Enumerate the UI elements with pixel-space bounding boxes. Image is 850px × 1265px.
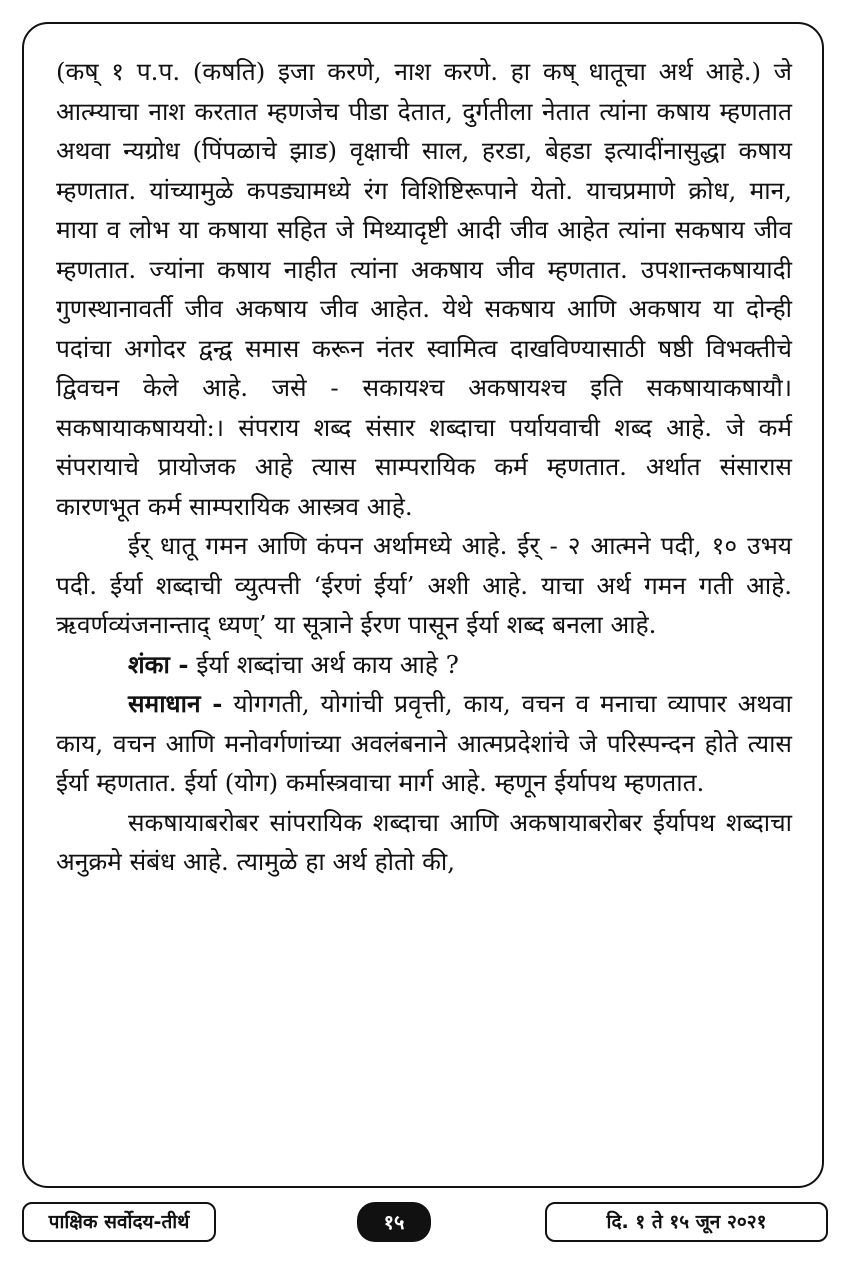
answer-paragraph [56,684,792,803]
question-paragraph [56,645,792,685]
text-frame [22,22,824,1188]
answer-label: समाधान - [128,689,223,718]
question-label: शंका - [128,649,189,679]
issue-date: दि. १ ते १५ जून २०२१ [545,1202,828,1242]
answer-text: योगगती, योगांची प्रवृत्ती, काय, वचन व मनाचा व्यापार अथवा काय, वचन आणि मनोवर्गणांच्या अवलंबनाने आत्मप्रदेशांचे जे परिस्पन्दन होते त्यास ईर्या म्हणतात. ईर्या (योग) कर्मास्त्रवाचा मार्ग आहे. म्हणून ईर्यापथ म्हणतात. [56,689,792,797]
paragraph-kashay: (कष् १ प.प. (कषति) इजा करणे, नाश करणे. हा कष् धातूचा अर्थ आहे.) जे आत्म्याचा नाश करतात म्हणजेच पीडा देतात, दुर्गतीला नेतात त्यांना कषाय म्हणतात अथवा न्यग्रोध (पिंपळाचे झाड) वृक्षाची साल, हरडा, बेहडा इत्यादींनासुद्धा कषाय म्हणतात. यांच्यामुळे कपड्यामध्ये रंग विशिष्टिरूपाने येतो. याचप्रमाणे क्रोध, मान, माया व लोभ या कषाया सहित जे मिथ्यादृष्टी आदी जीव आहेत त्यांना सकषाय जीव म्हणतात. ज्यांना कषाय नाहीत त्यांना अकषाय जीव म्हणतात. उपशान्तकषायादी गुणस्थानावर्ती जीव अकषाय जीव आहेत. येथे सकषाय आणि अकषाय या दोन्ही पदांचा अगोदर द्वन्द्व समास करून नंतर स्वामित्व दाखविण्यासाठी षष्ठी विभक्तीचे द्विवचन केले आहे. जसे - सकायश्च अकषायश्च इति सकषायाकषायौ। सकषायाकषाययो:। संपराय शब्द संसार शब्दाचा पर्यायवाची शब्द आहे. जे कर्म संपरायाचे प्रायोजक आहे त्यास साम्परायिक कर्म म्हणतात. अर्थात संसारास कारणभूत कर्म साम्परायिक आस्त्रव आहे. [56,57,792,521]
paragraph-conclusion: सकषायाबरोबर सांपरायिक शब्दाचा आणि अकषायाबरोबर ईर्यापथ शब्दाचा अनुक्रमे संबंध आहे. त्यामुळे हा अर्थ होतो की, [56,807,792,876]
page-footer [0,1202,850,1246]
publication-name: पाक्षिक सर्वोदय-तीर्थ [22,1202,216,1242]
paragraph-iryapath-etymology: ईर् धातू गमन आणि कंपन अर्थामध्ये आहे. ईर् - २ आत्मने पदी, १० उभय पदी. ईर्या शब्दाची व्युत्पत्ती ‘ईरणं ईर्या’ अशी आहे. याचा अर्थ गमन गती आहे. ऋवर्णव्यंजनान्ताद् ध्यण्’ या सूत्राने ईरण पासून ईर्या शब्द बनला आहे. [56,531,792,639]
page-number: १५ [357,1202,431,1242]
question-text: ईर्या शब्दांचा अर्थ काय आहे ? [188,649,459,679]
